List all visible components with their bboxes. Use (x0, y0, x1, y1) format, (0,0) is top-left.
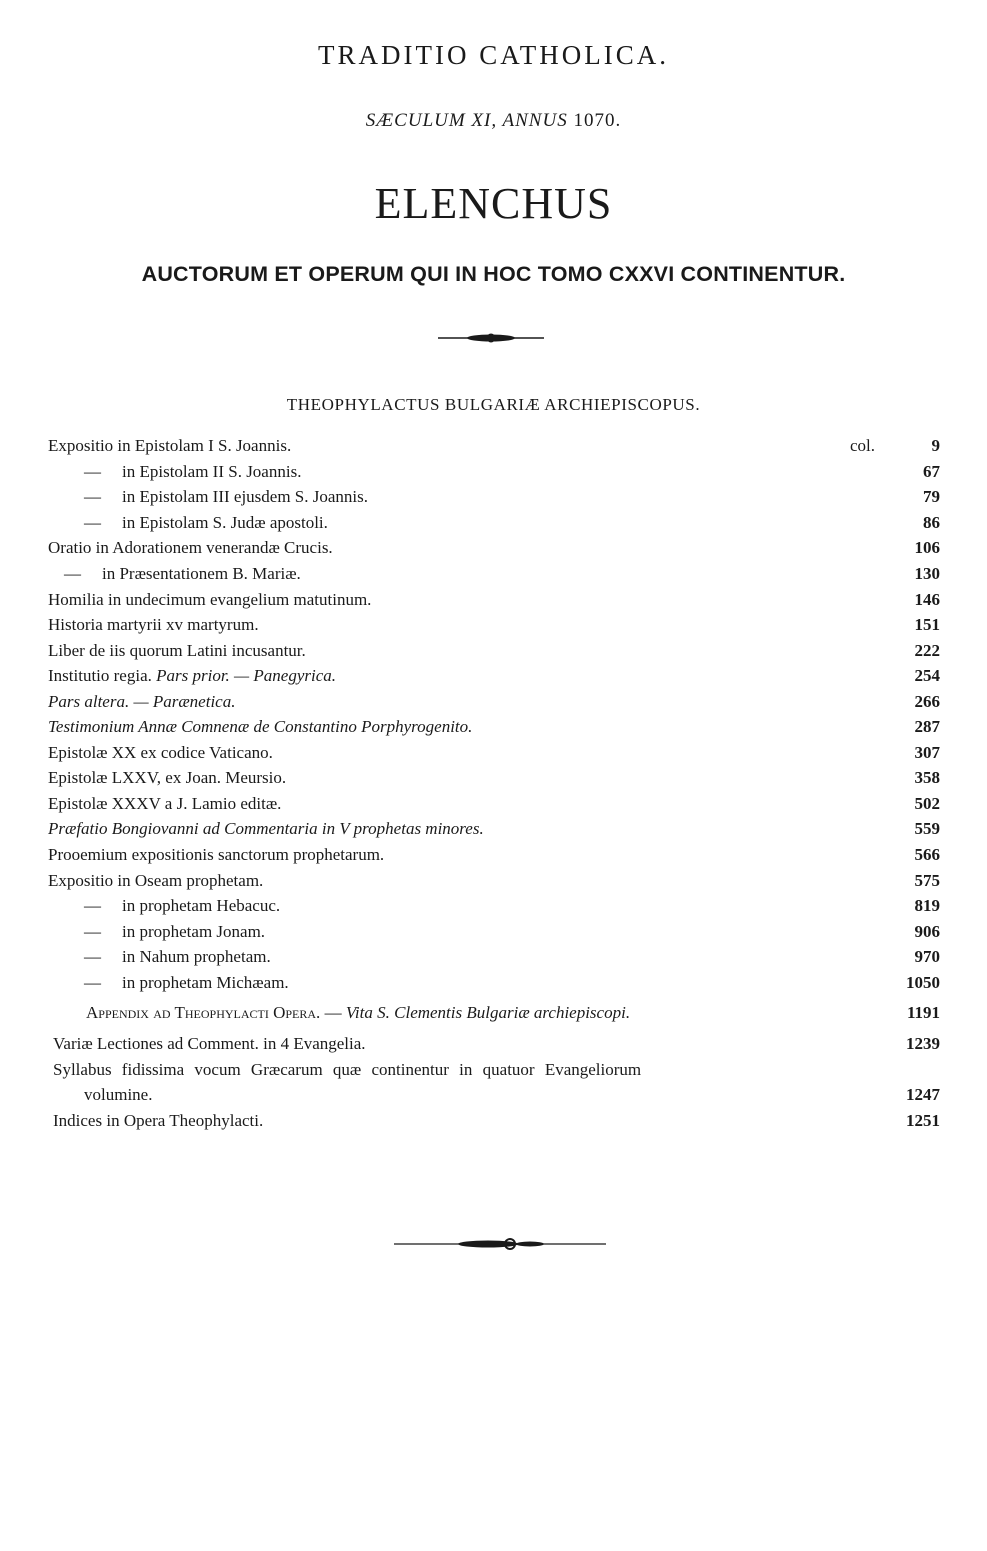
column-number: 146 (914, 590, 940, 609)
column-number: 575 (914, 871, 940, 890)
column-number: 1050 (906, 973, 940, 992)
ornament-divider-icon (394, 1235, 606, 1253)
list-item: Oratio in Adorationem venerandæ Crucis. 106 (0, 535, 987, 560)
list-item: Expositio in Oseam prophetam. 575 (0, 868, 987, 893)
column-number: 86 (923, 513, 940, 532)
column-number: 287 (914, 717, 940, 736)
century-label: SÆCULUM XI, ANNUS (365, 110, 568, 131)
list-item: Variæ Lectiones ad Comment. in 4 Evangelia. 1239 (0, 1031, 987, 1056)
column-label: col. (850, 436, 876, 455)
list-item: — in Præsentationem B. Mariæ. 130 (0, 561, 987, 586)
list-item: Epistolæ XXXV a J. Lamio editæ. 502 (0, 791, 987, 816)
list-item: Homilia in undecimum evangelium matutinum. 146 (0, 587, 987, 612)
list-item: — in prophetam Michæam. 1050 (0, 970, 987, 995)
list-item: — in Epistolam S. Judæ apostoli. 86 (0, 510, 987, 535)
column-number: 1247 (906, 1085, 940, 1104)
list-item: Pars altera. — Parænetica. 266 (0, 689, 987, 714)
column-number: 358 (914, 768, 940, 787)
column-number: 79 (923, 487, 940, 506)
column-number: 151 (914, 615, 940, 634)
list-item: Prooemium expositionis sanctorum prophetarum. 566 (0, 842, 987, 867)
page-subtitle: AUCTORUM ET OPERUM QUI IN HOC TOMO CXXVI CONTINENTUR. (141, 262, 846, 286)
list-item: Syllabus fidissima vocum Græcarum quæ continentur in quatuor Evangeliorum (53, 1060, 642, 1079)
list-item: Epistolæ LXXV, ex Joan. Meursio. 358 (0, 765, 987, 790)
column-number: 1239 (906, 1034, 940, 1053)
column-number: 1251 (906, 1111, 940, 1130)
column-number: 1191 (906, 1003, 940, 1022)
list-item: Expositio in Epistolam I S. Joannis. col. 9 (0, 433, 987, 458)
list-item: — in prophetam Hebacuc. 819 (0, 893, 987, 918)
column-number: 222 (914, 641, 940, 660)
list-item: — in Epistolam III ejusdem S. Joannis. 79 (0, 484, 987, 509)
list-item: — in prophetam Jonam. 906 (0, 919, 987, 944)
author-heading: THEOPHYLACTUS BULGARIÆ ARCHIEPISCOPUS. (286, 395, 701, 414)
column-number: 9 (931, 436, 940, 455)
column-number: 906 (914, 922, 940, 941)
list-item: Historia martyrii xv martyrum. 151 (0, 612, 987, 637)
list-item: volumine. 1247 (0, 1082, 987, 1107)
column-number: 254 (914, 666, 940, 685)
column-number: 130 (914, 564, 940, 583)
column-number: 502 (914, 794, 940, 813)
list-item: Liber de iis quorum Latini incusantur. 222 (0, 638, 987, 663)
list-item: Appendix ad Theophylacti Opera. — Vita S. Clementis Bulgariæ archiepiscopi. 1191 (0, 1000, 987, 1025)
column-number: 559 (914, 819, 940, 838)
column-number: 819 (914, 896, 940, 915)
list-item: Institutio regia. Pars prior. — Panegyrica. 254 (0, 663, 987, 688)
column-number: 106 (914, 538, 940, 557)
column-number: 307 (914, 743, 940, 762)
century-line (0, 110, 987, 132)
list-item: Indices in Opera Theophylacti. 1251 (0, 1108, 987, 1133)
list-item: — in Nahum prophetam. 970 (0, 944, 987, 969)
list-item: Præfatio Bongiovanni ad Commentaria in V prophetas minores. 559 (0, 816, 987, 841)
list-item: — in Epistolam II S. Joannis. 67 (0, 459, 987, 484)
column-number: 266 (914, 692, 940, 711)
page-title: ELENCHUS (374, 179, 613, 228)
year: 1070. (573, 110, 622, 131)
list-item: Testimonium Annæ Comnenæ de Constantino Porphyrogenito. 287 (0, 714, 987, 739)
ornament-divider-icon (438, 331, 544, 345)
column-number: 67 (923, 462, 940, 481)
column-number: 970 (914, 947, 940, 966)
column-number: 566 (914, 845, 940, 864)
list-item: Epistolæ XX ex codice Vaticano. 307 (0, 740, 987, 765)
running-title: TRADITIO CATHOLICA. (318, 40, 669, 70)
